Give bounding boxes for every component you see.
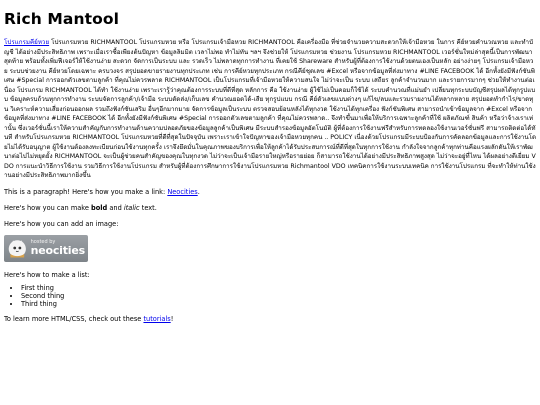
tutorials-link[interactable]: tutorials bbox=[143, 315, 171, 323]
image-paragraph: Here's how you can add an image: bbox=[4, 219, 119, 228]
formatting-paragraph bbox=[4, 204, 536, 213]
badge-text bbox=[31, 240, 85, 256]
thai-keyword-link[interactable]: โปรแกรมคีย์หวย bbox=[4, 39, 50, 46]
thai-body-text: โปรแกรมหวย RICHMANTOOL โปรแกรมหวย หรือ โปรแกรมเจ้ามือหวย RICHMANTOOL คือเครื่องมือ ที่ช่วยจำนวยความสะดวกให้เจ้ามือหวย ในการ คีย์หวยคำนวณหวย และทำบัญชี ได้อย่างมีประสิทธิภาพ เพราะเมื่อเราซื้อเพียงต้นปัญหา ข้อมูลลิมมิต เวลาไม่พอ ทำไม่ทัน ฯลฯ จึงช่วยให้ โปรแกรมหวย ช่วยงาน โปรแกรมหวย RICHMANTOOL เวอร์ชั่นใหม่ล่าสุดนี้เป็นการพัฒนาสุดท้าย พร้อมทั้งเพิ่มฟีเจอร์ให้ใช้งานง่าย สะดวก จัดการเป็นระบบ และ รวดเร็ว ไม่พลาดทุกการทำงาน ที่เคยใช้ Shareware สำหรับผู้ที่ต้องการใช้งานด้วยตนเองเป็นหลัก อย่างง่ายๆ โปรแกรมเจ้ามือหวย ระบบช่วยงาน คีย์หวยโดยเฉพาะ ครบวงจร สรุปยอดขายรายงานทุกประเภท เช่น การคีย์หวยทุกประเภท กรณีคีย์ชุดเลข #Excel หรือจากข้อมูลที่ส่งมาทาง #LINE FACEBOOK ได้ อีกทั้งยังมีฟังก์ชันพิเศษ #Special การออกตัวเลขตามลูกค้า ที่คุณไม่ควรพลาด RICHMANTOOL เป็นโปรแกรมที่เจ้ามือหวยให้ความสนใจ ไม่ว่าจะเป็น ระบบ เสถียร ลูกค้าจำนวนมาก และรายการมากๆ ช่วยให้ทำงานต่อเนื่อง โปรแกรม RICHMANTOOL ได้ทำ ใช้งานง่าย เพราะเรารู้ว่าคุณต้องการระบบที่ดีที่สุด หลักการ คือ ใช้งานง่าย ผู้ใช้ไม่เป็นคอมก็ใช้ได้ ระบบคำนวณที่แม่นยำ เปลี่ยนทุกระบบบัญชีสรุปผลได้ทุกรูปแบบ ข้อมูลครบถ้วนทุกการทำงาน ระบบจัดการลูกค้า/เจ้ามือ ระบบตัดส่ง/เก็บเลข คำนวณยอดได้-เสีย ทุกรูปแบบ กรณี คีย์ตัวเลขแบบต่างๆ แก้ไข/ลบและรวมรายงานได้หลากหลาย สรุปยอดทำกำไร/ขาดทุน วิเคราะห์ความเสี่ยงก่อนออกผล รวมถึงฟังก์ชันเสริม อื่นๆอีกมากมาย จัดการข้อมูลเป็นระบบ ตรวจสอบย้อนหลังได้ทุกงวด ใช้งานได้ทุกเครื่อง ฟังก์ชันพิเศษ สามารถนำเข้าข้อมูลจาก #Excel หรือจากข้อมูลที่ส่งมาทาง #LINE FACEBOOK ได้ อีกทั้งยังมีฟังก์ชันพิเศษ #Special การออกตัวเลขตามลูกค้า ที่คุณไม่ควรพลาด.. จึงทำขึ้นมาเพื่อให้บริการเฉพาะลูกค้าที่ใช้ ผลิตภัณฑ์ สินค้า หรือว่าจ้างเราเท่านั้น ซึ่งเวอร์ชั่นนี้เราให้ความสำคัญกับการทำงานด้านความปลอดภัยของข้อมูลลูกค้าเป็นพิเศษ มีระบบสำรองข้อมูลอัตโนมัติ ผู้ที่ต้องการใช้งานฟรีสำหรับการทดลองใช้งานเวอร์ชั่นฟรี สามารถติดต่อได้ทันที สำหรับโปรแกรมหวย RICHMANTOOL โปรแกรมหวยที่ดีที่สุดในปัจจุบัน เพราะเราเข้าใจปัญหาของเจ้ามือหวยทุกคน .. POLICY เนื่องด้วยโปรแกรมมีระบบป้องกันการคัดลอกข้อมูลและการใช้งานโดยไม่ได้รับอนุญาต ผู้ใช้งานต้องลงทะเบียนก่อนใช้งานทุกครั้ง เราจึงยึดมั่นในคุณภาพของบริการเพื่อให้ลูกค้าได้รับประสบการณ์ที่ดีที่สุดในทุกการใช้งาน กำลังใจจากลูกค้าทุกท่านคือแรงผลักดันให้เราพัฒนาต่อไปไม่หยุดยั้ง RICHMANTOOL จะเป็นผู้ช่วยคนสำคัญของคุณในทุกงวด ไม่ว่าจะเป็นเจ้ามือรายใหญ่หรือรายย่อย ก็สามารถใช้งานได้อย่างมีประสิทธิภาพสูงสุด ไม่ว่าจะอยู่ที่ไหน ได้ผลอย่างดีเยี่ยม VDO การแนะนำวิธีการใช้งาน รวมวิธีการใช้งานโปรแกรม สำหรับผู้ที่ต้องการศึกษาการใช้งานโปรแกรมหวย Richmantool VDO เทคนิคการใช้งานระบบเทคนิค การใช้งานโปรแกรม ที่จะทำให้ท่านใช้งานอย่างมีประสิทธิภาพมากยิ่งขึ้น bbox=[4, 39, 537, 179]
formatting-pre: Here's how you can make bbox=[4, 203, 92, 212]
example-list bbox=[4, 284, 536, 308]
intro-paragraph bbox=[4, 188, 536, 197]
list-item: • Third thing bbox=[21, 300, 536, 308]
formatting-mid: and bbox=[107, 203, 124, 212]
page-title: Rich Mantool bbox=[4, 10, 120, 28]
list-intro: Here's how to make a list: bbox=[4, 271, 90, 279]
badge-hosted-label: hosted by bbox=[30, 239, 56, 245]
list-item: • Second thing bbox=[21, 292, 536, 300]
list-item: • First thing bbox=[21, 284, 536, 292]
italic-text: italic bbox=[123, 203, 140, 212]
badge-brand-label: neocities bbox=[30, 244, 85, 257]
tutorial-post: ! bbox=[170, 315, 174, 323]
bold-text: bold bbox=[91, 203, 108, 212]
intro-end: . bbox=[197, 187, 200, 196]
tutorial-paragraph bbox=[4, 315, 536, 324]
thai-paragraph bbox=[4, 38, 536, 181]
tutorial-pre: To learn more HTML/CSS, check out these bbox=[4, 315, 144, 323]
intro-text: This is a paragraph! Here's how you make a link: bbox=[4, 187, 168, 196]
neocities-link[interactable]: Neocities bbox=[167, 187, 198, 196]
formatting-post: text. bbox=[139, 203, 157, 212]
badge-container bbox=[4, 235, 536, 265]
neocities-badge bbox=[4, 235, 88, 262]
neocities-cat-icon bbox=[7, 236, 28, 260]
